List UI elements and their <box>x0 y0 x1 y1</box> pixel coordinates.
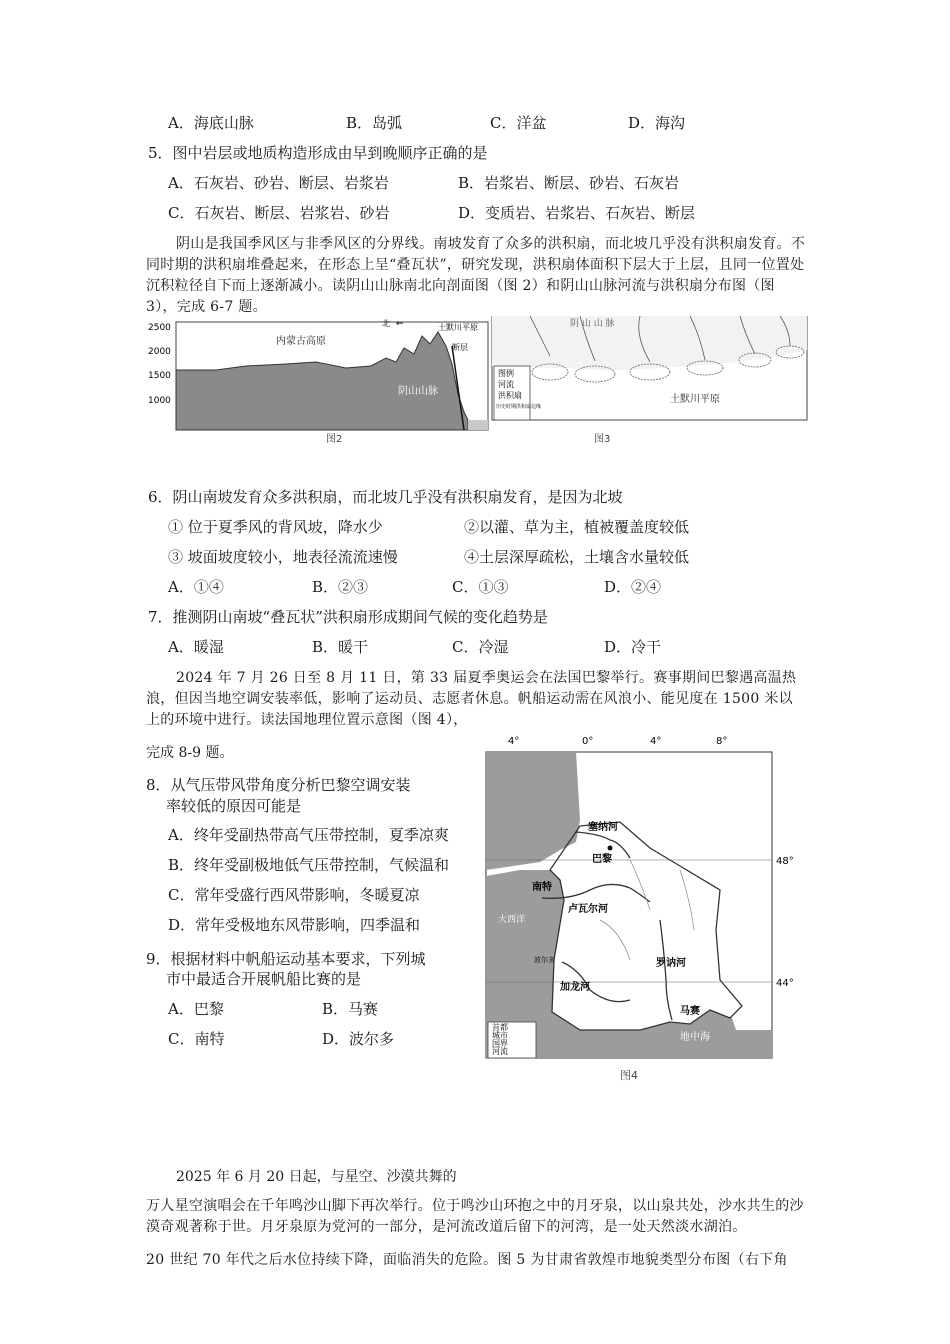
fig3-legend-title: 图例 <box>498 369 514 378</box>
q9-option-a: A．巴黎 <box>168 1000 224 1018</box>
q5-stem: 5．图中岩层或地质构造形成由早到晚顺序正确的是 <box>148 144 488 162</box>
q9-option-b: B．马赛 <box>322 1000 379 1018</box>
passage-2025-tail: 20 世纪 70 年代之后水位持续下降，面临消失的危险。图 5 为甘肃省敦煌市地貌类型分布图（右下角 <box>146 1252 788 1268</box>
fig4-med-label: 地中海 <box>680 1032 710 1043</box>
q6-choice-3: ③ 坡面坡度较小，地表径流流速慢 <box>168 548 398 566</box>
passage-2025-body: 万人星空演唱会在千年鸣沙山脚下再次举行。位于鸣沙山环抱之中的月牙泉，以山泉共处，沙水共生的沙漠奇观著称于世。月牙泉原为党河的一部分，是河流改道后留下的河湾，是一处天然淡水湖泊。 <box>146 1198 804 1235</box>
north-arrow-icon: ← <box>396 319 404 329</box>
q6-choice-1: ① 位于夏季风的背风坡，降水少 <box>168 518 383 536</box>
fig4-rhone-label: 罗讷河 <box>656 958 686 969</box>
fig4-lon-label: 0° <box>582 736 594 747</box>
fig4-bordeaux-label: 波尔多 <box>534 956 555 964</box>
fig4-lon-label: 8° <box>716 736 728 747</box>
fig4-paris-label: 巴黎 <box>592 854 612 865</box>
fig4-atlantic-label: 大西洋 <box>498 915 526 925</box>
fig2-caption: 图2 <box>326 434 343 445</box>
fig2-ytick: 1500 <box>148 371 171 381</box>
fig2-ytick: 1000 <box>148 396 171 406</box>
fig3-caption: 图3 <box>594 434 611 445</box>
q7-option-a: A．暖湿 <box>168 638 224 656</box>
q6-option-b: B．②③ <box>312 578 369 596</box>
figure-2-profile <box>146 316 491 446</box>
q9-stem: 9．根据材料中帆船运动基本要求，下列城 <box>146 950 426 968</box>
fig3-legend-river: 河流 <box>498 380 514 389</box>
fig4-seine-label: 塞纳河 <box>588 822 618 833</box>
fig2-fault-label: 断层 <box>452 343 468 352</box>
fig2-ytick: 2000 <box>148 347 171 357</box>
fig4-legend-city: 城市 <box>492 1031 508 1040</box>
fig4-lat-label: 44° <box>776 978 794 989</box>
fig4-garonne-label: 加龙河 <box>560 982 590 993</box>
q6-stem: 6．阴山南坡发育众多洪积扇，而北坡几乎没有洪积扇发育，是因为北坡 <box>148 488 623 506</box>
fig3-plain-label: 土默川平原 <box>670 394 720 405</box>
q8-stem: 8．从气压带风带角度分析巴黎空调安装 <box>146 776 411 794</box>
q7-option-d: D．冷干 <box>604 638 662 656</box>
fig3-legend-fan: 洪积扇 <box>498 391 522 400</box>
fig2-plain <box>468 420 488 430</box>
fig4-nantes-label: 南特 <box>532 882 552 893</box>
q6-option-c: C．①③ <box>452 578 509 596</box>
q9-stem-cont: 市中最适合开展帆船比赛的是 <box>166 970 362 988</box>
q6-choice-2: ②以灌、草为主，植被覆盖度较低 <box>464 518 690 536</box>
figure-4-map <box>480 730 810 1085</box>
q5-option-c: C．石灰岩、断层、岩浆岩、砂岩 <box>168 204 390 222</box>
passage-yinshan: 阴山是我国季风区与非季风区的分界线。南坡发育了众多的洪积扇，而北坡几乎没有洪积扇发育。不同时期的洪积扇堆叠起来，在形态上呈“叠瓦状”，研究发现，洪积扇体面积下层大于上层，且同一位置处沉积粒径自下而上逐渐减小。读阴山山脉南北向剖面图（图 2）和阴山山脉河流与洪积扇分布图（图 3），完成 6-7 题。 <box>146 236 806 315</box>
fig4-lon-label: 4° <box>508 736 520 747</box>
fig4-caption: 图4 <box>620 1069 638 1082</box>
q7-option-b: B．暖干 <box>312 638 369 656</box>
passage-paris: 2024 年 7 月 26 日至 8 月 11 日，第 33 届夏季奥运会在法国巴黎举行。赛事期间巴黎遇高温热浪，但因当地空调安装率低，影响了运动员、志愿者休息。帆船运动需在风浪小、能见度在 1500 米以上的环境中进行。读法国地理位置示意图（图 4）， <box>146 670 797 728</box>
fig2-ytick: 2500 <box>148 323 171 333</box>
fig4-paris-marker <box>608 846 613 851</box>
q4-option-d: D．海沟 <box>628 114 686 132</box>
fig4-marseille-label: 马赛 <box>680 1006 700 1017</box>
q7-stem: 7．推测阴山南坡“叠瓦状”洪积扇形成期间气候的变化趋势是 <box>148 608 548 626</box>
fig2-north-label: 北 <box>382 319 390 328</box>
fig2-plain-label: 土默川平原 <box>438 323 478 332</box>
q9-option-c: C．南特 <box>168 1030 225 1048</box>
fig4-lat-label: 48° <box>776 856 794 867</box>
q8-option-a: A．终年受副热带高气压带控制，夏季凉爽 <box>168 826 449 844</box>
fig2-mountain-label: 阴山山脉 <box>398 386 438 397</box>
q4-option-c: C．洋盆 <box>490 114 547 132</box>
q5-option-a: A．石灰岩、砂岩、断层、岩浆岩 <box>168 174 389 192</box>
q8-option-c: C．常年受盛行西风带影响，冬暖夏凉 <box>168 886 420 904</box>
figure-3-map <box>490 316 810 446</box>
fig4-legend-border: 国界 <box>492 1039 508 1048</box>
passage-2025-line1: 2025 年 6 月 20 日起，与星空、沙漠共舞的 <box>176 1169 457 1185</box>
fig3-legend-note: 历史时期洪积扇边缘 <box>496 404 542 410</box>
q4-option-a: A．海底山脉 <box>168 114 254 132</box>
fig3-mountain-label: 阴 山 山 脉 <box>570 319 615 329</box>
q4-option-b: B．岛弧 <box>346 114 403 132</box>
q6-option-d: D．②④ <box>604 578 662 596</box>
fig4-loire-label: 卢瓦尔河 <box>568 904 608 915</box>
fig4-legend-river: 河流 <box>492 1047 508 1056</box>
fig2-plateau-label: 内蒙古高原 <box>276 336 326 347</box>
q5-option-b: B．岩浆岩、断层、砂岩、石灰岩 <box>458 174 680 192</box>
q7-option-c: C．冷湿 <box>452 638 509 656</box>
q8-stem-cont: 率较低的原因可能是 <box>166 797 302 815</box>
q5-option-d: D．变质岩、岩浆岩、石灰岩、断层 <box>458 204 696 222</box>
q6-option-a: A．①④ <box>168 578 224 596</box>
q8-option-d: D．常年受极地东风带影响，四季温和 <box>168 916 421 934</box>
fig4-legend-capital: 首都 <box>492 1023 508 1032</box>
q9-option-d: D．波尔多 <box>322 1030 395 1048</box>
q6-choice-4: ④土层深厚疏松，土壤含水量较低 <box>464 548 690 566</box>
q8-option-b: B．终年受副极地低气压带控制，气候温和 <box>168 856 450 874</box>
passage-paris-tail: 完成 8-9 题。 <box>146 745 234 761</box>
fig4-lon-label: 4° <box>650 736 662 747</box>
